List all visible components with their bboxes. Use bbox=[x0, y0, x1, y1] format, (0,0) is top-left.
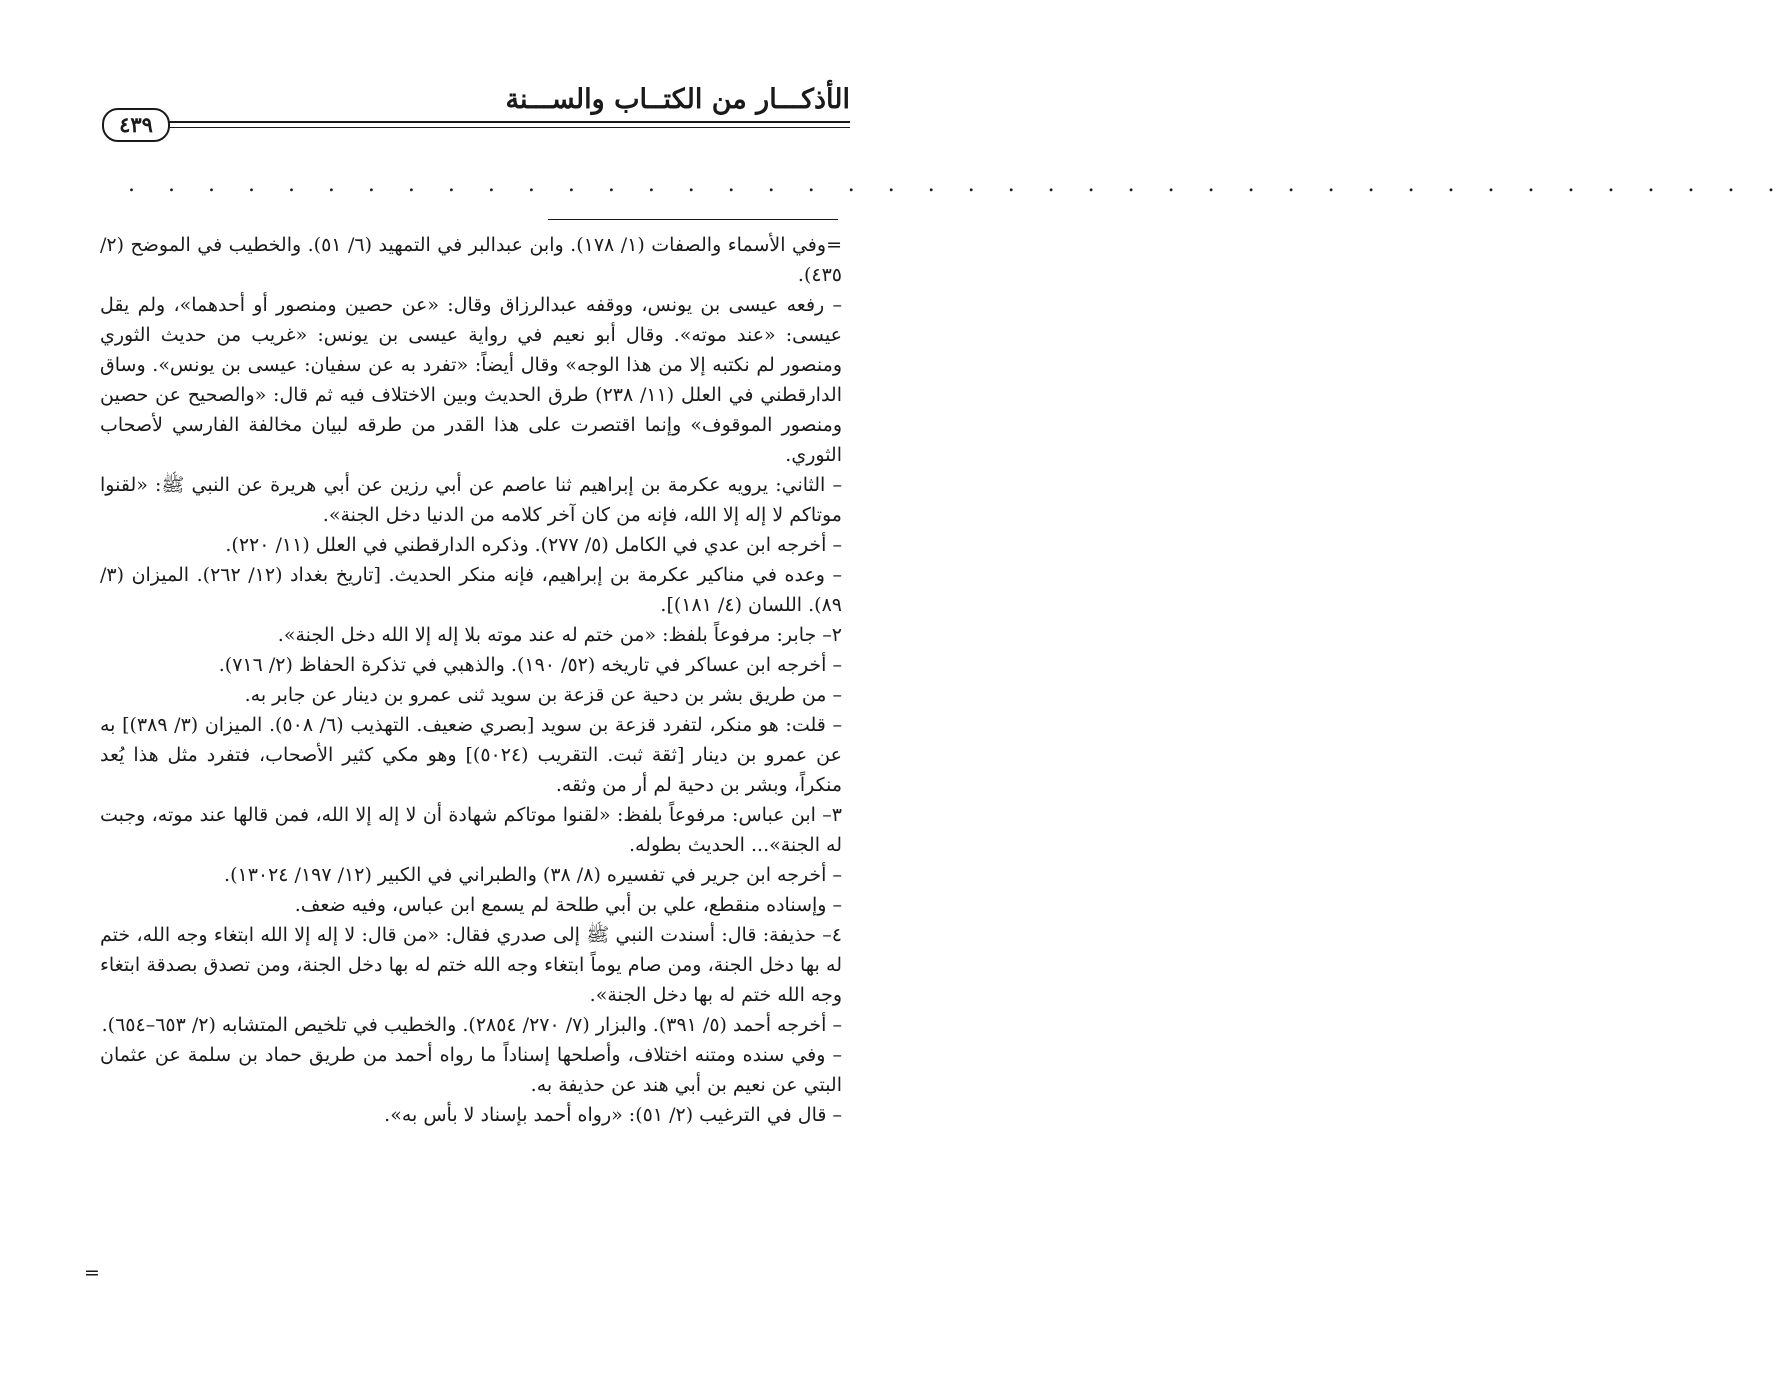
paragraph: ٢– جابر: مرفوعاً بلفظ: «من ختم له عند موته بلا إله إلا الله دخل الجنة». bbox=[277, 624, 842, 646]
paragraph: ٣– ابن عباس: مرفوعاً بلفظ: «لقنوا موتاكم شهادة أن لا إله إلا الله، فمن قالها عند موته، وجبت له الجنة»... الحديث بطوله. bbox=[100, 804, 842, 856]
continuation-mark: = bbox=[84, 1262, 100, 1284]
paragraph: – أخرجه ابن جرير في تفسيره (٨/ ٣٨) والطبراني في الكبير (١٢/ ١٩٧/ ١٣٠٢٤). bbox=[224, 864, 842, 886]
paragraph: – أخرجه أحمد (٥/ ٣٩١). والبزار (٧/ ٢٧٠/ ٢٨٥٤). والخطيب في تلخيص المتشابه (٢/ ٦٥٣–٦٥٤). bbox=[101, 1014, 842, 1036]
header-rule-thin bbox=[166, 127, 850, 128]
paragraph: – رفعه عيسى بن يونس، ووقفه عبدالرزاق وقال: «عن حصين ومنصور أو أحدهما»، ولم يقل عيسى: «عند موته». وقال أبو نعيم في رواية عيسى بن يونس: «غريب من حديث الثوري ومنصور لم نكتبه إلا من هذا الوجه» وقال أيضاً: «تفرد به عن سفيان: عيسى بن يونس». وساق الدارقطني في العلل (١١/ ٢٣٨) طرق الحديث وبين الاختلاف فيه ثم قال: «والصحيح عن حصين ومنصور الموقوف» وإنما اقتصرت على هذا القدر من طرقه لبيان مخالفة الفارسي لأصحاب الثوري. bbox=[100, 294, 842, 466]
page-number: ٤٣٩ bbox=[102, 108, 170, 142]
paragraph: – وفي سنده ومتنه اختلاف، وأصلحها إسناداً ما رواه أحمد من طريق حماد بن سلمة عن عثمان البتي عن نعيم بن أبي هند عن حذيفة به. bbox=[100, 1044, 842, 1096]
paragraph: =وفي الأسماء والصفات (١/ ١٧٨). وابن عبدالبر في التمهيد (٦/ ٥١). والخطيب في الموضح (٢/ ٤٣٥). bbox=[100, 234, 842, 286]
footnote-body bbox=[100, 230, 842, 1130]
paragraph: – قلت: هو منكر، لتفرد قزعة بن سويد [بصري ضعيف. التهذيب (٦/ ٥٠٨). الميزان (٣/ ٣٨٩)] به عن عمرو بن دينار [ثقة ثبت. التقريب (٥٠٢٤)] وهو مكي كثير الأصحاب، فتفرد مثل هذا يُعد منكراً، وبشر بن دحية لم أر من وثقه. bbox=[100, 714, 842, 796]
paragraph: – أخرجه ابن عساكر في تاريخه (٥٢/ ١٩٠). والذهبي في تذكرة الحفاظ (٢/ ٧١٦). bbox=[218, 654, 842, 676]
paragraph: ٤– حذيفة: قال: أسندت النبي ﷺ إلى صدري فقال: «من قال: لا إله إلا الله ابتغاء وجه الله، ختم له بها دخل الجنة، ومن صام يوماً ابتغاء وجه الله ختم له بها دخل الجنة، ومن تصدق بصدقة ابتغاء وجه الله ختم له بها دخل الجنة». bbox=[100, 924, 842, 1006]
paragraph: – وإسناده منقطع، علي بن أبي طلحة لم يسمع ابن عباس، وفيه ضعف. bbox=[294, 894, 842, 916]
footnote-rule bbox=[548, 219, 838, 220]
running-title: الأذكـــار من الكتــاب والســـنة bbox=[505, 84, 850, 115]
dotted-separator: . . . . . . . . . . . . . . . . . . . . . . . . . . . . . . . . . . . . . . . . . . bbox=[128, 172, 1787, 197]
paragraph: – وعده في مناكير عكرمة بن إبراهيم، فإنه منكر الحديث. [تاريخ بغداد (١٢/ ٢٦٢). الميزان (٣/ ٨٩). اللسان (٤/ ١٨١)]. bbox=[100, 564, 842, 616]
paragraph: – أخرجه ابن عدي في الكامل (٥/ ٢٧٧). وذكره الدارقطني في العلل (١١/ ٢٢٠). bbox=[225, 534, 842, 556]
page-header bbox=[100, 84, 850, 144]
paragraph: – قال في الترغيب (٢/ ٥١): «رواه أحمد بإسناد لا بأس به». bbox=[384, 1104, 842, 1126]
paragraph: – الثاني: يرويه عكرمة بن إبراهيم ثنا عاصم عن أبي رزين عن أبي هريرة عن النبي ﷺ: «لقنوا موتاكم لا إله إلا الله، فإنه من كان آخر كلامه من الدنيا دخل الجنة». bbox=[100, 474, 842, 526]
paragraph: – من طريق بشر بن دحية عن قزعة بن سويد ثنى عمرو بن دينار عن جابر به. bbox=[244, 684, 842, 706]
header-rule bbox=[166, 121, 850, 123]
